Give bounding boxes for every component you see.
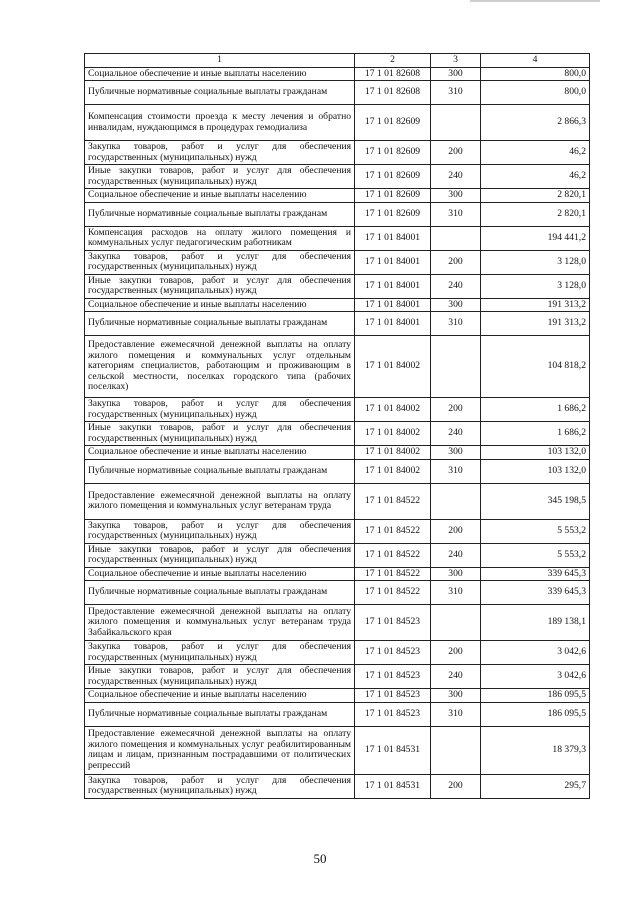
- row-expense-type-cell: 310: [431, 459, 481, 483]
- budget-table-body: [85, 54, 590, 799]
- row-code-cell: 17 1 01 82609: [355, 141, 431, 165]
- row-code-cell: 17 1 01 82609: [355, 105, 431, 141]
- row-amount-cell: 18 379,3: [481, 726, 590, 774]
- row-code-cell: 17 1 01 82609: [355, 165, 431, 189]
- row-expense-type-cell: 240: [431, 422, 481, 446]
- row-amount-cell: 191 313,2: [481, 312, 590, 336]
- table-row: [85, 774, 590, 798]
- row-expense-type-cell: 300: [431, 689, 481, 703]
- row-expense-type-cell: [431, 105, 481, 141]
- row-name-cell: Социальное обеспечение и иные выплаты населению: [85, 446, 355, 460]
- table-row: [85, 105, 590, 141]
- row-amount-cell: 46,2: [481, 165, 590, 189]
- top-edge-line: [470, 0, 600, 2]
- header-col-2: 2: [355, 54, 431, 68]
- row-expense-type-cell: 240: [431, 165, 481, 189]
- row-amount-cell: 800,0: [481, 81, 590, 105]
- table-row: [85, 446, 590, 460]
- row-name-cell: Закупка товаров, работ и услуг для обеспечения государственных (муниципальных) нужд: [85, 398, 355, 422]
- row-code-cell: 17 1 01 84522: [355, 543, 431, 567]
- row-name-cell: Закупка товаров, работ и услуг для обеспечения государственных (муниципальных) нужд: [85, 774, 355, 798]
- table-row: [85, 605, 590, 641]
- row-code-cell: 17 1 01 82609: [355, 202, 431, 226]
- row-code-cell: 17 1 01 84002: [355, 336, 431, 398]
- row-code-cell: 17 1 01 84531: [355, 774, 431, 798]
- row-expense-type-cell: 200: [431, 774, 481, 798]
- row-expense-type-cell: [431, 726, 481, 774]
- row-amount-cell: 189 138,1: [481, 605, 590, 641]
- row-code-cell: 17 1 01 84522: [355, 567, 431, 581]
- row-amount-cell: 186 095,5: [481, 702, 590, 726]
- row-amount-cell: 191 313,2: [481, 298, 590, 312]
- table-row: [85, 165, 590, 189]
- row-expense-type-cell: 240: [431, 274, 481, 298]
- table-row: [85, 336, 590, 398]
- row-amount-cell: 800,0: [481, 67, 590, 81]
- table-row: [85, 665, 590, 689]
- table-row: [85, 226, 590, 250]
- row-code-cell: 17 1 01 84523: [355, 641, 431, 665]
- row-code-cell: 17 1 01 84522: [355, 483, 431, 519]
- row-amount-cell: 2 820,1: [481, 189, 590, 203]
- row-expense-type-cell: 200: [431, 250, 481, 274]
- row-name-cell: Предоставление ежемесячной денежной выплаты на оплату жилого помещения и коммунальных услуг отдельным категориям специалистов, работающим и проживающим в сельской местности, поселках городского типа (рабочих поселках): [85, 336, 355, 398]
- row-amount-cell: 339 645,3: [481, 581, 590, 605]
- row-expense-type-cell: [431, 483, 481, 519]
- row-code-cell: 17 1 01 84002: [355, 398, 431, 422]
- row-code-cell: 17 1 01 84001: [355, 226, 431, 250]
- row-name-cell: Иные закупки товаров, работ и услуг для обеспечения государственных (муниципальных) нужд: [85, 543, 355, 567]
- row-name-cell: Закупка товаров, работ и услуг для обеспечения государственных (муниципальных) нужд: [85, 250, 355, 274]
- row-code-cell: 17 1 01 84522: [355, 581, 431, 605]
- row-code-cell: 17 1 01 84523: [355, 665, 431, 689]
- row-amount-cell: 1 686,2: [481, 398, 590, 422]
- row-amount-cell: 5 553,2: [481, 543, 590, 567]
- row-amount-cell: 2 820,1: [481, 202, 590, 226]
- row-amount-cell: 46,2: [481, 141, 590, 165]
- row-code-cell: 17 1 01 84523: [355, 689, 431, 703]
- row-name-cell: Социальное обеспечение и иные выплаты населению: [85, 67, 355, 81]
- row-name-cell: Компенсация стоимости проезда к месту лечения и обратно инвалидам, нуждающимся в процедурах гемодиализа: [85, 105, 355, 141]
- row-code-cell: 17 1 01 84001: [355, 250, 431, 274]
- row-name-cell: Иные закупки товаров, работ и услуг для обеспечения государственных (муниципальных) нужд: [85, 165, 355, 189]
- row-name-cell: Социальное обеспечение и иные выплаты населению: [85, 298, 355, 312]
- row-name-cell: Закупка товаров, работ и услуг для обеспечения государственных (муниципальных) нужд: [85, 519, 355, 543]
- row-name-cell: Предоставление ежемесячной денежной выплаты на оплату жилого помещения и коммунальных услуг реабилитированным лицам и лицам, признанным пострадавшими от политических репрессий: [85, 726, 355, 774]
- table-row: [85, 398, 590, 422]
- row-name-cell: Публичные нормативные социальные выплаты гражданам: [85, 459, 355, 483]
- row-expense-type-cell: [431, 336, 481, 398]
- row-amount-cell: 103 132,0: [481, 446, 590, 460]
- row-expense-type-cell: 200: [431, 398, 481, 422]
- header-col-3: 3: [431, 54, 481, 68]
- row-code-cell: 17 1 01 82608: [355, 67, 431, 81]
- row-amount-cell: 3 128,0: [481, 274, 590, 298]
- row-amount-cell: 1 686,2: [481, 422, 590, 446]
- row-amount-cell: 3 128,0: [481, 250, 590, 274]
- row-expense-type-cell: 300: [431, 67, 481, 81]
- row-amount-cell: 345 198,5: [481, 483, 590, 519]
- row-expense-type-cell: 300: [431, 298, 481, 312]
- row-name-cell: Социальное обеспечение и иные выплаты населению: [85, 567, 355, 581]
- row-amount-cell: 3 042,6: [481, 641, 590, 665]
- row-name-cell: Иные закупки товаров, работ и услуг для обеспечения государственных (муниципальных) нужд: [85, 422, 355, 446]
- table-header-row: [85, 54, 590, 68]
- table-row: [85, 567, 590, 581]
- row-expense-type-cell: 240: [431, 665, 481, 689]
- row-expense-type-cell: [431, 226, 481, 250]
- row-amount-cell: 103 132,0: [481, 459, 590, 483]
- row-expense-type-cell: 310: [431, 581, 481, 605]
- row-expense-type-cell: 200: [431, 519, 481, 543]
- table-row: [85, 519, 590, 543]
- table-row: [85, 422, 590, 446]
- row-code-cell: 17 1 01 84522: [355, 519, 431, 543]
- table-row: [85, 81, 590, 105]
- row-name-cell: Иные закупки товаров, работ и услуг для обеспечения государственных (муниципальных) нужд: [85, 274, 355, 298]
- row-name-cell: Публичные нормативные социальные выплаты гражданам: [85, 702, 355, 726]
- row-name-cell: Закупка товаров, работ и услуг для обеспечения государственных (муниципальных) нужд: [85, 141, 355, 165]
- table-row: [85, 581, 590, 605]
- header-col-1: 1: [85, 54, 355, 68]
- table-row: [85, 641, 590, 665]
- row-name-cell: Иные закупки товаров, работ и услуг для обеспечения государственных (муниципальных) нужд: [85, 665, 355, 689]
- row-expense-type-cell: 310: [431, 81, 481, 105]
- row-code-cell: 17 1 01 84001: [355, 312, 431, 336]
- table-row: [85, 141, 590, 165]
- row-name-cell: Публичные нормативные социальные выплаты гражданам: [85, 312, 355, 336]
- row-expense-type-cell: 310: [431, 202, 481, 226]
- table-row: [85, 689, 590, 703]
- page-number: 50: [313, 851, 327, 866]
- row-code-cell: 17 1 01 84002: [355, 459, 431, 483]
- table-row: [85, 312, 590, 336]
- row-code-cell: 17 1 01 84531: [355, 726, 431, 774]
- table-row: [85, 250, 590, 274]
- row-expense-type-cell: 300: [431, 446, 481, 460]
- row-code-cell: 17 1 01 82609: [355, 189, 431, 203]
- row-expense-type-cell: 310: [431, 702, 481, 726]
- row-code-cell: 17 1 01 84523: [355, 702, 431, 726]
- table-row: [85, 726, 590, 774]
- budget-table: [84, 53, 590, 799]
- row-code-cell: 17 1 01 84002: [355, 422, 431, 446]
- row-expense-type-cell: 200: [431, 641, 481, 665]
- row-amount-cell: 104 818,2: [481, 336, 590, 398]
- row-amount-cell: 3 042,6: [481, 665, 590, 689]
- row-amount-cell: 5 553,2: [481, 519, 590, 543]
- table-row: [85, 702, 590, 726]
- row-expense-type-cell: 300: [431, 567, 481, 581]
- row-name-cell: Предоставление ежемесячной денежной выплаты на оплату жилого помещения и коммунальных услуг ветеранам труда: [85, 483, 355, 519]
- row-expense-type-cell: [431, 605, 481, 641]
- row-amount-cell: 339 645,3: [481, 567, 590, 581]
- row-amount-cell: 186 095,5: [481, 689, 590, 703]
- row-code-cell: 17 1 01 84523: [355, 605, 431, 641]
- row-name-cell: Публичные нормативные социальные выплаты гражданам: [85, 202, 355, 226]
- row-name-cell: Компенсация расходов на оплату жилого помещения и коммунальных услуг педагогическим работникам: [85, 226, 355, 250]
- row-amount-cell: 2 866,3: [481, 105, 590, 141]
- row-name-cell: Социальное обеспечение и иные выплаты населению: [85, 689, 355, 703]
- table-row: [85, 67, 590, 81]
- table-row: [85, 483, 590, 519]
- row-expense-type-cell: 310: [431, 312, 481, 336]
- row-name-cell: Предоставление ежемесячной денежной выплаты на оплату жилого помещения и коммунальных услуг ветеранам труда Забайкальского края: [85, 605, 355, 641]
- row-name-cell: Закупка товаров, работ и услуг для обеспечения государственных (муниципальных) нужд: [85, 641, 355, 665]
- row-amount-cell: 295,7: [481, 774, 590, 798]
- table-row: [85, 298, 590, 312]
- table-row: [85, 189, 590, 203]
- table-row: [85, 459, 590, 483]
- row-code-cell: 17 1 01 84001: [355, 274, 431, 298]
- header-col-4: 4: [481, 54, 590, 68]
- row-expense-type-cell: 240: [431, 543, 481, 567]
- row-code-cell: 17 1 01 82608: [355, 81, 431, 105]
- row-name-cell: Публичные нормативные социальные выплаты гражданам: [85, 81, 355, 105]
- row-code-cell: 17 1 01 84001: [355, 298, 431, 312]
- row-code-cell: 17 1 01 84002: [355, 446, 431, 460]
- table-row: [85, 543, 590, 567]
- row-expense-type-cell: 200: [431, 141, 481, 165]
- row-name-cell: Социальное обеспечение и иные выплаты населению: [85, 189, 355, 203]
- row-expense-type-cell: 300: [431, 189, 481, 203]
- row-name-cell: Публичные нормативные социальные выплаты гражданам: [85, 581, 355, 605]
- table-row: [85, 274, 590, 298]
- table-row: [85, 202, 590, 226]
- row-amount-cell: 194 441,2: [481, 226, 590, 250]
